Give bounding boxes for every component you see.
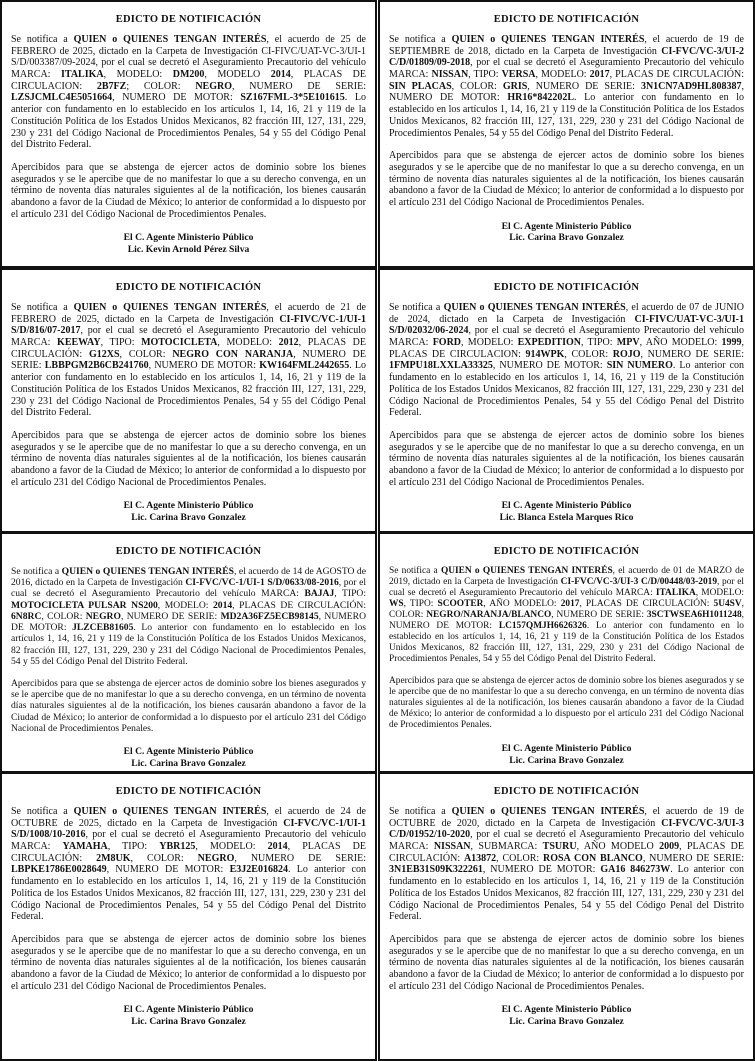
text-run: , el acuerdo de 25 de FEBRERO de 2025, dictado en la Carpeta de Investigación CI-FIVC/UAT-VC-3/UI-1 S/D/003387/09-2024, por el cual se decretó el Aseguramiento Precautorio del vehículo MARCA: — [11, 34, 366, 81]
bold-field-value: CI-FVC/VC-3/UI-2 C/D/01809/09-2018 — [389, 45, 744, 69]
text-run: , el acuerdo de 24 de OCTUBRE de 2025, dictado en la Carpeta de Investigación — [11, 806, 366, 829]
bold-field-value: ITALIKA — [655, 588, 696, 598]
text-run: . Lo anterior con fundamento en lo establecido en los artículos 1, 14, 16, 21 y 119 de la Constitución Política de los Estados Unidos Mexicanos, 82 fracción III, 127, 131, 229, 230 y 231 del Código Nacional de Procedimientos Penales, 54 y 55 del Código Penal del Distrito Federal. — [11, 360, 366, 419]
text-run: , COLOR: — [389, 599, 744, 620]
edict-notice-paragraph — [11, 806, 366, 923]
text-run: , MODELO: — [461, 337, 518, 349]
text-run: , por el cual se decretó el Aseguramiento Precautorio del vehículo MARCA: — [389, 577, 745, 598]
bold-field-value: 1999 — [721, 337, 742, 349]
text-run: , PLACAS DE CIRCULACIÓN: — [232, 599, 366, 611]
text-run: , AÑO MODELO: — [639, 337, 722, 349]
bold-field-value: 2014 — [212, 599, 233, 611]
text-run: , COLOR: — [130, 852, 198, 864]
bold-field-value: VERSA — [501, 69, 536, 81]
bold-field-value: NISSAN — [431, 69, 469, 81]
bold-field-value: 2017 — [589, 69, 610, 81]
text-run: , NUMERO DE SERIE: — [231, 80, 366, 92]
signature-name: Lic. Kevin Arnold Pérez Silva — [127, 243, 250, 255]
edict-warning-paragraph: Apercibidos para que se abstenga de ejercer actos de dominio sobre los bienes asegurados y se le apercibe que de no manifestar lo que a su derecho convenga, en un término de noventa días naturales siguientes al de la notificación, los bienes causarán abandono a favor de la Ciudad de México; lo anterior de conformidad a lo dispuesto por el artículo 231 del Código Nacional de Procedimientos Penales. — [11, 933, 366, 992]
text-run: . Lo anterior con fundamento en lo establecido en los artículos 1, 14, 16, 21 y 119 de la Constitución Política de los Estados Unidos Mexicanos, 82 fracción III, 127, 131, 229, 230 y 231 del Código Nacional de Procedimientos Penales, 54 y 55 del Código Penal del Distrito Federal. — [11, 92, 366, 151]
signature-name: Lic. Carina Bravo Gonzalez — [509, 232, 624, 244]
edict-notice-paragraph — [389, 34, 744, 139]
text-run: , PLACAS DE CIRCULACIÓN: — [609, 69, 744, 81]
text-run: , MODELO: — [195, 841, 268, 853]
bold-field-value: GA16 846273W — [600, 864, 671, 876]
bold-field-value: NISSAN — [433, 841, 471, 853]
signature-block — [389, 500, 744, 523]
bold-field-value: TSURU — [542, 841, 577, 853]
signature-role: El C. Agente Ministerio Público — [501, 1004, 632, 1016]
text-run: , MODELO: — [103, 69, 173, 81]
bold-field-value: ITALIKA — [61, 69, 104, 81]
bold-field-value: MD2A36FZ5ECB98145 — [220, 610, 319, 622]
bold-field-value: QUIEN o QUIENES TENGAN INTERÉS — [73, 34, 267, 45]
text-run: ; COLOR: — [126, 80, 196, 92]
edict-notice-paragraph — [389, 806, 744, 923]
bold-field-value: QUIEN o QUIENES TENGAN INTERÉS — [451, 806, 645, 817]
edict-warning-paragraph: Apercibidos para que se abstenga de ejercer actos de dominio sobre los bienes asegurados y se le apercibe que de no manifestar lo que a su derecho convenga, en un término de noventa días naturales siguientes al de la notificación, los bienes causarán abandono a favor de la Ciudad de México; lo anterior de conformidad a lo dispuesto por el artículo 231 del Código Nacional de Procedimientos Penales. — [11, 677, 366, 734]
text-run: , por el cual se decretó el Aseguramiento Precautorio del vehículo MARCA: — [389, 57, 744, 81]
text-run: . Lo anterior con fundamento en lo establecido en los artículos 1, 14, 16, 21 y 119 de la Constitución Política de los Estados Unidos Mexicanos, 82 fracción III, 127, 131, 229, 230 y 231 del Código Nacional de Procedimientos Penales, 54 y 55 del Código Penal del Distrito Federal. — [389, 621, 744, 664]
text-run: , NUMERO DE MOTOR: — [106, 864, 230, 876]
text-run: , MODELO: — [695, 588, 744, 598]
bold-field-value: SZ167FML-3*5E101615 — [240, 92, 345, 104]
text-run: , TIPO: — [107, 841, 160, 853]
edict-notice-4 — [378, 268, 755, 533]
text-run: Se notifica a — [11, 806, 74, 817]
edict-notice-paragraph — [11, 302, 366, 419]
signature-block — [389, 1004, 744, 1027]
signature-block — [11, 232, 366, 255]
signature-role: El C. Agente Ministerio Público — [123, 1004, 254, 1016]
text-run: , NUMERO DE MOTOR: — [112, 92, 241, 104]
bold-field-value: NEGRO — [197, 852, 235, 864]
text-run: , el acuerdo de 07 de JUNIO de 2024, dictado en la Carpeta de Investigación — [389, 302, 744, 325]
bold-field-value: LC157QMJH6626326 — [498, 621, 587, 631]
text-run: , por el cual se decretó el Aseguramiento Precautorio del vehículo MARCA: — [11, 829, 366, 853]
bold-field-value: NEGRO CON NARANJA — [172, 348, 294, 360]
bold-field-value: 5U4SV — [713, 599, 742, 609]
bold-field-value: WS — [389, 599, 404, 609]
bold-field-value: 2014 — [267, 841, 288, 853]
text-run: , NUMERO DE SERIE: — [11, 348, 366, 372]
text-run: , el acuerdo de 19 de OCTUBRE de 2020, dictado en la Carpeta de Investigación — [389, 806, 744, 829]
edict-notice-paragraph — [11, 566, 366, 667]
text-run: , NUMERO DE MOTOR: — [148, 360, 260, 372]
text-run: Se notifica a — [389, 806, 452, 817]
signature-role: El C. Agente Ministerio Público — [123, 232, 254, 244]
bold-field-value: CI-FVC/VC-1/UI-1 S/D/1008/10-2016 — [11, 817, 366, 841]
signature-block — [389, 743, 744, 766]
edict-warning-paragraph: Apercibidos para que se abstenga de ejercer actos de dominio sobre los bienes asegurados y se le apercibe que de no manifestar lo que a su derecho convenga, en un término de noventa días naturales siguientes al de la notificación, los bienes causarán abandono a favor de la Ciudad de México; lo anterior de conformidad a lo dispuesto por el artículo 231 del Código Nacional de Procedimientos Penales. — [389, 933, 744, 992]
bold-field-value: CI-FVC/VC-1/UI-1 S/D/0633/08-2016 — [185, 577, 339, 589]
bold-field-value: CI-FIVC/VC-1/UI-1 S/D/816/07-2017 — [11, 313, 366, 337]
bold-field-value: QUIEN o QUIENES TENGAN INTERÉS — [451, 34, 645, 45]
bold-field-value: JLZCEB81605 — [72, 622, 134, 634]
signature-role: El C. Agente Ministerio Público — [501, 743, 632, 754]
text-run: . Lo anterior con fundamento en lo establecido en los artículos 1, 14, 16, 21 y 119 de la Constitución Política de los Estados Unidos Mexicanos, 82 fracción III, 127, 131, 229, 230 y 231 del Código Nacional de Procedimientos Penales, 54 y 55 del Código Penal del Distrito Federal. — [11, 864, 366, 923]
text-run: , NUMERO DE SERIE: — [527, 80, 641, 92]
bold-field-value: HR16*842202L — [507, 92, 574, 104]
edict-notice-paragraph — [389, 566, 744, 665]
signature-name: Lic. Carina Bravo Gonzalez — [509, 754, 624, 766]
edict-title: EDICTO DE NOTIFICACIÓN — [115, 282, 262, 293]
text-run: , SUBMARCA: — [470, 841, 543, 853]
bold-field-value: YAMAHA — [62, 841, 108, 853]
text-run: , PLACAS DE CIRCULACION: — [389, 337, 744, 360]
bold-field-value: EXPEDITION — [517, 337, 581, 349]
bold-field-value: DM200 — [172, 69, 205, 81]
bold-field-value: QUIEN o QUIENES TENGAN INTERÉS — [73, 806, 267, 817]
text-run: , NUMERO DE MOTOR: — [389, 610, 744, 631]
edict-warning-paragraph: Apercibidos para que se abstenga de ejercer actos de dominio sobre los bienes asegurados y se le apercibe que de no manifestar lo que a su derecho convenga, en un término de noventa días naturales siguientes al de la notificación, los bienes causarán abandono a favor de la Ciudad de México; lo anterior de conformidad a lo dispuesto por el artículo 231 del Código Nacional de Procedimientos Penales. — [11, 429, 366, 488]
text-run: , NUMERO DE MOTOR: — [482, 864, 601, 876]
signature-name: Lic. Carina Bravo Gonzalez — [131, 511, 246, 523]
edict-warning-paragraph: Apercibidos para que se abstenga de ejercer actos de dominio sobre los bienes asegurados y se le apercibe que de no manifestar lo que a su derecho convenga, en un término de noventa días naturales siguientes al de la notificación, los bienes causarán abandono a favor de la Ciudad de México; lo anterior de conformidad a lo dispuesto por el artículo 231 del Código Nacional de Procedimientos Penales. — [389, 150, 744, 208]
bold-field-value: SIN PLACAS — [389, 80, 452, 92]
signature-role: El C. Agente Ministerio Público — [501, 220, 632, 232]
edict-notice-2 — [378, 0, 755, 268]
edict-notice-1 — [0, 0, 377, 268]
text-run: , el acuerdo de 01 de MARZO de 2019, dictado en la Carpeta de Investigación — [389, 566, 744, 587]
bold-field-value: MPV — [616, 337, 640, 349]
text-run: , AÑO MODELO: — [483, 599, 561, 609]
signature-block — [11, 1004, 366, 1027]
text-run: , MODELO: — [535, 69, 590, 81]
edict-warning-paragraph: Apercibidos para que se abstenga de ejercer actos de dominio sobre los bienes asegurados y se le apercibe que de no manifestar lo que a su derecho convenga, en un término de noventa días naturales siguientes al de la notificación, los bienes causarán abandono a favor de la Ciudad de México; lo anterior de conformidad a lo dispuesto por el artículo 231 del Código Nacional de Procedimientos Penales. — [11, 161, 366, 220]
edict-title: EDICTO DE NOTIFICACIÓN — [493, 282, 640, 293]
text-run: , NUMERO DE MOTOR: — [492, 360, 607, 372]
text-run: , por el cual se decretó el Aseguramiento Precautorio del vehículo MARCA: — [11, 577, 366, 600]
text-run: Se notifica a — [389, 34, 452, 45]
bold-field-value: NEGRO/NARANJA/BLANCO — [426, 610, 552, 620]
text-run: , PLACAS DE CIRCULACIÓN: — [579, 599, 714, 609]
text-run: , TIPO: — [580, 337, 617, 349]
text-run: , por el cual se decretó el Aseguramiento Precautorio del vehículo MARCA: — [11, 325, 366, 349]
bold-field-value: 3N1EB31S09K322261 — [389, 864, 483, 876]
bold-field-value: QUIEN o QUIENES TENGAN INTERÉS — [61, 566, 234, 577]
text-run: , PLACAS DE CIRCULACIÓN: — [389, 841, 744, 864]
signature-role: El C. Agente Ministerio Público — [123, 500, 254, 512]
text-run: , MODELO: — [157, 599, 213, 611]
bold-field-value: MOTOCICLETA — [141, 337, 218, 349]
edict-notice-3 — [0, 268, 377, 533]
bold-field-value: CI-FIVC/UAT-VC-3/UI-1 S/D/02032/06-2024 — [389, 313, 744, 337]
text-run: Se notifica a — [389, 302, 444, 313]
text-run: , NUMERO DE SERIE: — [640, 348, 744, 360]
edict-title: EDICTO DE NOTIFICACIÓN — [115, 14, 262, 25]
bold-field-value: 3N1CN7AD9HL808387 — [640, 80, 742, 92]
bold-field-value: G12XS — [88, 348, 120, 360]
text-run: , NUMERO DE SERIE: — [120, 610, 221, 622]
signature-name: Lic. Carina Bravo Gonzalez — [509, 1015, 624, 1027]
text-run: , NUMERO DE MOTOR: — [389, 80, 744, 104]
bold-field-value: 2B7FZ — [96, 80, 127, 92]
text-run: , por el cual se decretó el Aseguramiento Precautorio del vehículo MARCA: — [389, 829, 744, 853]
bold-field-value: 914WPK — [525, 348, 565, 360]
text-run: . Lo anterior con fundamento en lo establecido en los artículos 1, 14, 16, 21 y 119 de la Constitución Política de los Estados Unidos Mexicanos, 82 fracción III, 127, 131, 229, 230 y 231 del Código Nacional de Procedimientos Penales, 54 y 55 del Código Penal del Distrito Federal. — [389, 92, 744, 139]
edict-title: EDICTO DE NOTIFICACIÓN — [115, 786, 262, 797]
edict-warning-paragraph: Apercibidos para que se abstenga de ejercer actos de dominio sobre los bienes asegurados y se le apercibe que de no manifestar lo que a su derecho convenga, en un término de noventa días naturales siguientes al de la notificación, los bienes causarán abandono a favor de la Ciudad de México; lo anterior de conformidad a lo dispuesto por el artículo 231 del Código Nacional de Procedimientos Penales. — [389, 429, 744, 488]
bold-field-value: ROJO — [612, 348, 641, 360]
bold-field-value: SIN NUMERO — [606, 360, 673, 372]
bold-field-value: KW164FML2442655 — [259, 360, 350, 372]
bold-field-value: CI-FVC/VC-3/UI-3 C/D/01952/10-2020 — [389, 817, 744, 841]
signature-block — [389, 221, 744, 244]
edict-notice-5 — [0, 532, 377, 773]
text-run: , PLACAS DE CIRCULACIÓN: — [11, 841, 366, 864]
text-run: Se notifica a — [11, 34, 74, 45]
edict-notice-paragraph — [11, 34, 366, 151]
text-run: , NUMERO DE SERIE: — [551, 610, 647, 620]
bold-field-value: 6N8RC — [11, 610, 42, 622]
bold-field-value: GRIS — [502, 80, 528, 92]
bold-field-value: LZSJCMLC4E5051664 — [11, 92, 113, 104]
bold-field-value: NEGRO — [195, 80, 232, 92]
text-run: , TIPO: — [468, 69, 502, 81]
bold-field-value: YBR125 — [159, 841, 196, 853]
bold-field-value: E3J2E016824 — [229, 864, 288, 876]
bold-field-value: 2009 — [659, 841, 680, 853]
text-run: , COLOR: — [119, 348, 173, 360]
text-run: , COLOR: — [564, 348, 613, 360]
bold-field-value: MOTOCICLETA PULSAR NS200 — [11, 599, 158, 611]
signature-role: El C. Agente Ministerio Público — [123, 746, 254, 758]
text-run: , PLACAS DE CIRCULACIÓN: — [11, 337, 366, 360]
bold-field-value: BAJAJ — [304, 588, 335, 600]
edict-title: EDICTO DE NOTIFICACIÓN — [115, 546, 262, 557]
text-run: , AÑO MODELO — [576, 841, 660, 853]
edict-warning-paragraph: Apercibidos para que se abstenga de ejercer actos de dominio sobre los bienes asegurados y se le apercibe que de no manifestar lo que a su derecho convenga, en un término de noventa días naturales siguientes al de la notificación, los bienes causarán abandono a favor de la Ciudad de México; lo anterior de conformidad a lo dispuesto por el artículo 231 del Código Nacional de Procedimientos Penales. — [389, 676, 744, 730]
signature-block — [11, 500, 366, 523]
text-run: , PLACAS DE CIRCULACION: — [11, 69, 366, 92]
text-run: , NUMERO DE MOTOR: — [11, 610, 366, 634]
bold-field-value: A13872 — [463, 852, 497, 864]
text-run: , el acuerdo de 21 de FEBRERO de 2025, dictado en la Carpeta de Investigación — [11, 302, 366, 325]
bold-field-value: 3SCTWSEA6H1011248 — [646, 610, 742, 620]
bold-field-value: SCOOTER — [437, 599, 484, 609]
edict-title: EDICTO DE NOTIFICACIÓN — [493, 14, 640, 25]
text-run: Se notifica a — [11, 302, 74, 313]
text-run: Se notifica a — [11, 566, 62, 577]
text-run: , MODELO — [204, 69, 271, 81]
bold-field-value: LBPKE1786E0028649 — [11, 864, 107, 876]
text-run: . Lo anterior con fundamento en lo establecido en los artículos 1, 14, 16, 21 y 119 de la Constitución Política de los Estados Unidos Mexicanos, 82 fracción III, 127, 131, 229, 230 y 231 del Código Nacional de Procedimientos Penales, 54 y 55 del Código Penal del Distrito Federal. — [389, 864, 745, 923]
edict-notice-8 — [378, 772, 755, 1061]
bold-field-value: QUIEN o QUIENES TENGAN INTERÉS — [443, 302, 626, 313]
bold-field-value: 2014 — [270, 69, 291, 81]
bold-field-value: QUIEN o QUIENES TENGAN INTERÉS — [440, 566, 613, 576]
text-run: , TIPO: — [334, 588, 366, 600]
bold-field-value: 2017 — [560, 599, 580, 609]
bold-field-value: 1FMPU18LXXLA33325 — [389, 360, 493, 372]
bold-field-value: KEEWAY — [57, 337, 101, 349]
text-run: , MODELO: — [217, 337, 279, 349]
signature-block — [11, 746, 366, 769]
bold-field-value: 2012 — [278, 337, 299, 349]
bold-field-value: ROSA CON BLANCO — [542, 852, 643, 864]
bold-field-value: NEGRO — [85, 610, 121, 622]
bold-field-value: CI-FVC/VC-3/UI-3 C/D/00448/03-2019 — [560, 577, 718, 587]
bold-field-value: FORD — [432, 337, 462, 349]
edict-notice-6 — [378, 532, 755, 773]
edict-notice-7 — [0, 772, 377, 1061]
text-run: , por el cual se decretó el Aseguramiento Precautorio del vehículo MARCA: — [389, 325, 744, 349]
bold-field-value: 2M8UK — [96, 852, 131, 864]
text-run: . Lo anterior con fundamento en lo establecido en los artículos 1, 14, 16, 21 y 119 de la Constitución Política de los Estados Unidos Mexicanos, 82 fracción III, 127, 131, 229, 230 y 231 del Código Nacional de Procedimientos Penales, 54 y 55 del Código Penal del Distrito Federal. — [389, 360, 745, 419]
signature-name: Lic. Carina Bravo Gonzalez — [131, 757, 246, 769]
text-run: , TIPO: — [403, 599, 438, 609]
text-run: , NUMERO DE SERIE: — [642, 852, 744, 864]
edict-notice-paragraph — [389, 302, 744, 419]
edict-title: EDICTO DE NOTIFICACIÓN — [493, 786, 640, 797]
text-run: . Lo anterior con fundamento en lo establecido en los artículos 1, 14, 16, 21 y 119 de la Constitución Política de los Estados Unidos Mexicanos, 82 fracción III, 127, 131, 229, 230 y 231 del Código Nacional de Procedimientos Penales, 54 y 55 del Código Penal del Distrito Federal. — [11, 622, 366, 667]
bold-field-value: QUIEN o QUIENES TENGAN INTERÉS — [73, 302, 267, 313]
signature-name: Lic. Carina Bravo Gonzalez — [131, 1015, 246, 1027]
text-run: , COLOR: — [496, 852, 543, 864]
text-run: , COLOR: — [451, 80, 503, 92]
text-run: , TIPO: — [100, 337, 142, 349]
text-run: , COLOR: — [41, 610, 86, 622]
text-run: , el acuerdo de 14 de AGOSTO de 2016, dictado en la Carpeta de Investigación — [11, 566, 366, 589]
text-run: , el acuerdo de 19 de SEPTIEMBRE de 2018, dictado en la Carpeta de Investigación — [389, 34, 744, 57]
signature-name: Lic. Blanca Estela Marques Rico — [499, 511, 634, 523]
text-run: Se notifica a — [389, 566, 441, 576]
text-run: , NUMERO DE SERIE: — [234, 852, 366, 864]
edict-title: EDICTO DE NOTIFICACIÓN — [493, 546, 640, 557]
bold-field-value: LBBPGM2B6CB241760 — [44, 360, 149, 372]
signature-role: El C. Agente Ministerio Público — [501, 500, 632, 512]
